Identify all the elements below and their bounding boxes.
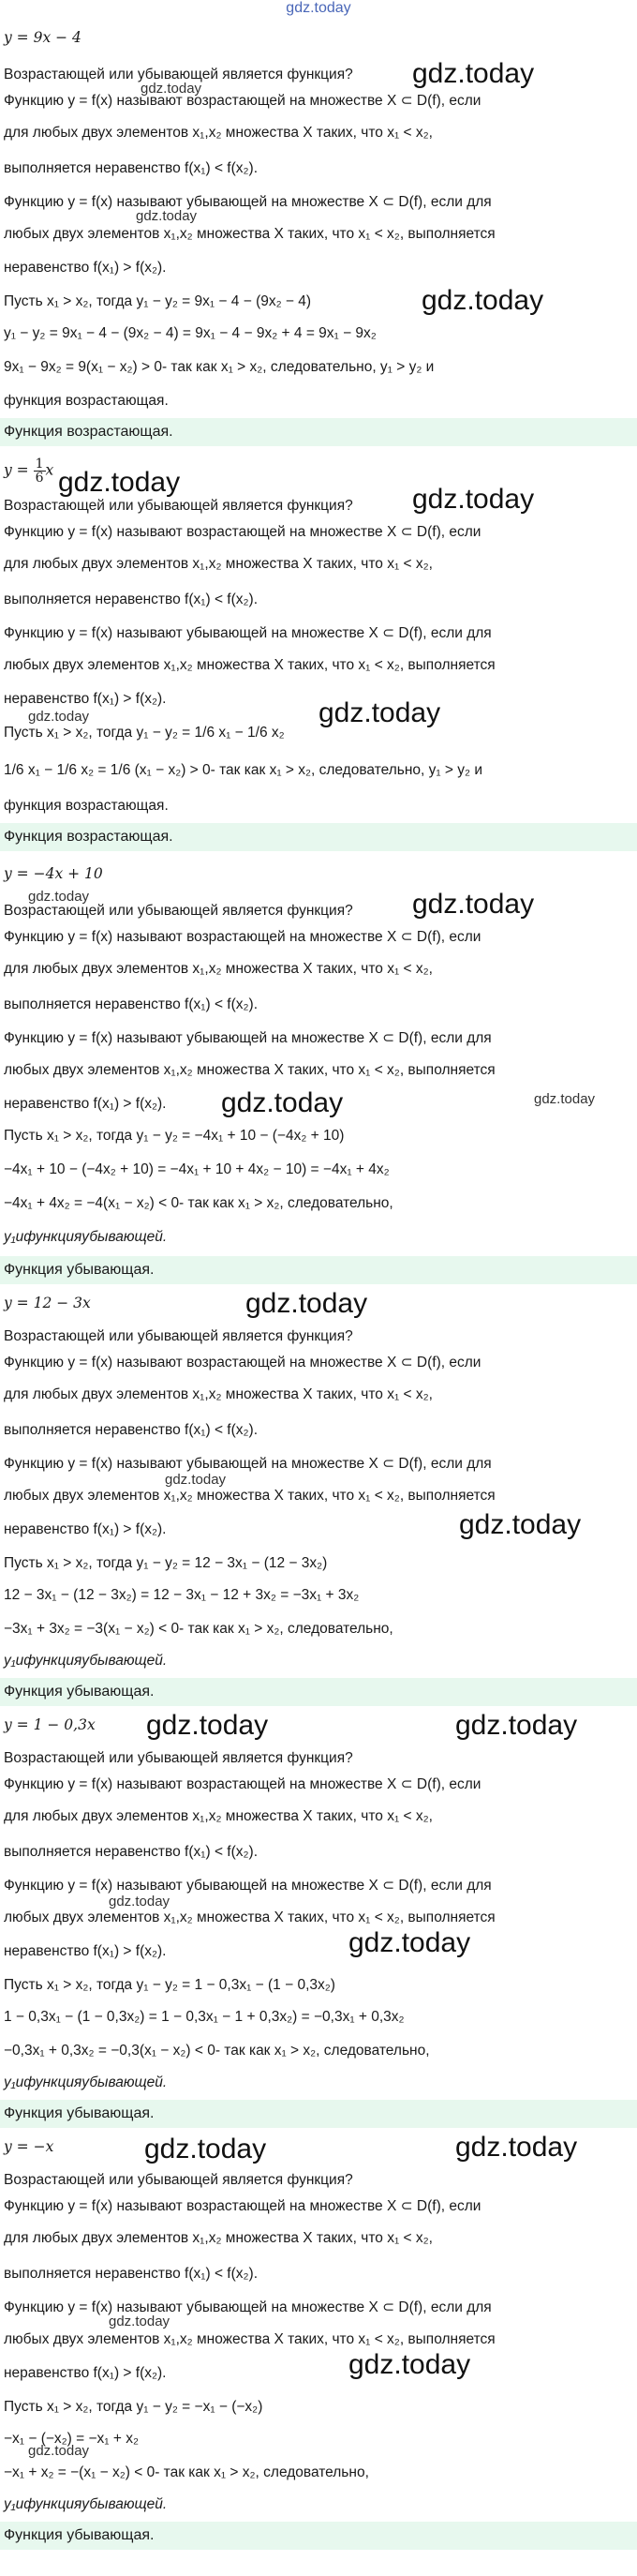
proof-line-4: y₁ифункцияубывающей.: [4, 2074, 168, 2090]
definition-increasing-line-1: Функцию y = f(x) называют возрастающей на множестве X ⊂ D(f), если: [4, 524, 481, 540]
watermark: gdz.today: [58, 467, 181, 498]
watermark: gdz.today: [28, 2443, 90, 2459]
definition-increasing-line-3: выполняется неравенство f(x₁) < f(x₂).: [4, 2266, 259, 2282]
task-formula: [4, 457, 53, 485]
watermark: gdz.today: [28, 889, 90, 905]
definition-decreasing-line-2: любых двух элементов x₁,x₂ множества X таких, что x₁ < x₂, выполняется: [4, 1910, 496, 1925]
definition-increasing-line-2: для любых двух элементов x₁,x₂ множества X таких, что x₁ < x₂,: [4, 556, 433, 572]
formula-text: y =: [4, 461, 34, 479]
proof-line-3: −4x₁ + 4x₂ = −4(x₁ − x₂) < 0- так как x₁ > x₂, следовательно,: [4, 1195, 393, 1211]
proof-line-1: Пусть x₁ > x₂, тогда y₁ − y₂ = 12 − 3x₁ − (12 − 3x₂): [4, 1555, 328, 1571]
proof-line-2: 1 − 0,3x₁ − (1 − 0,3x₂) = 1 − 0,3x₁ − 1 + 0,3x₂) = −0,3x₁ + 0,3x₂: [4, 2009, 405, 2025]
definition-increasing-line-3: выполняется неравенство f(x₁) < f(x₂).: [4, 592, 259, 607]
proof-line-2: y₁ − y₂ = 9x₁ − 4 − (9x₂ − 4) = 9x₁ − 4 − 9x₂ + 4 = 9x₁ − 9x₂: [4, 325, 377, 341]
proof-line-1: Пусть x₁ > x₂, тогда y₁ − y₂ = 9x₁ − 4 − (9x₂ − 4): [4, 293, 312, 309]
watermark: gdz.today: [455, 2132, 578, 2163]
definition-increasing-line-1: Функцию y = f(x) называют возрастающей на множестве X ⊂ D(f), если: [4, 2198, 481, 2214]
watermark: gdz.today: [422, 285, 544, 316]
watermark: gdz.today: [459, 1509, 582, 1540]
task-formula: y = 12 − 3x: [4, 1295, 91, 1311]
watermark: gdz.today: [165, 1472, 227, 1488]
definition-decreasing-line-2: любых двух элементов x₁,x₂ множества X таких, что x₁ < x₂, выполняется: [4, 226, 496, 242]
answer-box: Функция убывающая.: [0, 2522, 637, 2550]
definition-increasing-line-1: Функцию y = f(x) называют возрастающей на множестве X ⊂ D(f), если: [4, 93, 481, 109]
fraction: $\frac{1}{6}$: [35, 457, 44, 486]
task-formula: y = 9x − 4: [4, 29, 81, 46]
proof-line-2: 12 − 3x₁ − (12 − 3x₂) = 12 − 3x₁ − 12 + 3x₂ = −3x₁ + 3x₂: [4, 1587, 360, 1603]
definition-decreasing-line-3: неравенство f(x₁) > f(x₂).: [4, 1943, 167, 1959]
definition-increasing-line-2: для любых двух элементов x₁,x₂ множества X таких, что x₁ < x₂,: [4, 961, 433, 977]
proof-line-4: y₁ифункцияубывающей.: [4, 2496, 168, 2512]
definition-increasing-line-2: для любых двух элементов x₁,x₂ множества X таких, что x₁ < x₂,: [4, 1386, 433, 1402]
proof-line-3: функция возрастающая.: [4, 798, 169, 814]
definition-decreasing-line-1: Функцию y = f(x) называют убывающей на множестве X ⊂ D(f), если для: [4, 2299, 492, 2315]
answer-box: Функция возрастающая.: [0, 418, 637, 446]
definition-increasing-line-3: выполняется неравенство f(x₁) < f(x₂).: [4, 1844, 259, 1860]
proof-line-3: −x₁ + x₂ = −(x₁ − x₂) < 0- так как x₁ > x₂, следовательно,: [4, 2464, 369, 2480]
definition-decreasing-line-3: неравенство f(x₁) > f(x₂).: [4, 2365, 167, 2381]
answer-box: Функция убывающая.: [0, 1678, 637, 1706]
proof-line-1: Пусть x₁ > x₂, тогда y₁ − y₂ = −x₁ − (−x₂): [4, 2399, 263, 2415]
task-formula: y = 1 − 0,3x: [4, 1716, 96, 1733]
definition-decreasing-line-1: Функцию y = f(x) называют убывающей на множестве X ⊂ D(f), если для: [4, 1030, 492, 1046]
proof-line-4: y₁ифункцияубывающей.: [4, 1229, 168, 1245]
watermark: gdz.today: [534, 1091, 596, 1107]
proof-line-2: 1/6 x₁ − 1/6 x₂ = 1/6 (x₁ − x₂) > 0- так как x₁ > x₂, следовательно, y₁ > y₂ и: [4, 762, 483, 778]
definition-decreasing-line-2: любых двух элементов x₁,x₂ множества X таких, что x₁ < x₂, выполняется: [4, 1062, 496, 1078]
watermark: gdz.today: [348, 1927, 471, 1958]
proof-line-3: −0,3x₁ + 0,3x₂ = −0,3(x₁ − x₂) < 0- так как x₁ > x₂, следовательно,: [4, 2043, 430, 2059]
proof-line-4: y₁ифункцияубывающей.: [4, 1653, 168, 1669]
definition-decreasing-line-2: любых двух элементов x₁,x₂ множества X таких, что x₁ < x₂, выполняется: [4, 1488, 496, 1504]
proof-line-2: −4x₁ + 10 − (−4x₂ + 10) = −4x₁ + 10 + 4x₂ − 10) = −4x₁ + 4x₂: [4, 1161, 390, 1177]
definition-increasing-line-1: Функцию y = f(x) называют возрастающей на множестве X ⊂ D(f), если: [4, 1355, 481, 1370]
watermark: gdz.today: [109, 1894, 170, 1910]
definition-decreasing-line-1: Функцию y = f(x) называют убывающей на множестве X ⊂ D(f), если для: [4, 194, 492, 210]
question-text: Возрастающей или убывающей является функция?: [4, 1750, 353, 1766]
answer-box: Функция возрастающая.: [0, 823, 637, 851]
watermark: gdz.today: [412, 889, 535, 920]
proof-line-2: −x₁ − (−x₂) = −x₁ + x₂: [4, 2431, 139, 2447]
watermark: gdz.today: [109, 2314, 170, 2329]
proof-line-3: −3x₁ + 3x₂ = −3(x₁ − x₂) < 0- так как x₁ > x₂, следовательно,: [4, 1621, 393, 1637]
definition-increasing-line-1: Функцию y = f(x) называют возрастающей на множестве X ⊂ D(f), если: [4, 929, 481, 945]
definition-decreasing-line-3: неравенство f(x₁) > f(x₂).: [4, 1096, 167, 1112]
definition-decreasing-line-1: Функцию y = f(x) называют убывающей на множестве X ⊂ D(f), если для: [4, 1878, 492, 1894]
watermark: gdz.today: [412, 484, 535, 515]
proof-line-1: Пусть x₁ > x₂, тогда y₁ − y₂ = −4x₁ + 10 − (−4x₂ + 10): [4, 1128, 345, 1144]
definition-decreasing-line-3: неравенство f(x₁) > f(x₂).: [4, 260, 167, 276]
watermark: gdz.today: [28, 709, 90, 725]
watermark: gdz.today: [221, 1087, 344, 1118]
definition-increasing-line-1: Функцию y = f(x) называют возрастающей на множестве X ⊂ D(f), если: [4, 1776, 481, 1792]
question-text: Возрастающей или убывающей является функция?: [4, 498, 353, 514]
definition-increasing-line-3: выполняется неравенство f(x₁) < f(x₂).: [4, 996, 259, 1012]
site-logo[interactable]: gdz.today: [286, 0, 351, 16]
watermark: gdz.today: [136, 208, 198, 224]
watermark: gdz.today: [455, 1710, 578, 1741]
watermark: gdz.today: [141, 81, 202, 97]
definition-increasing-line-2: для любых двух элементов x₁,x₂ множества X таких, что x₁ < x₂,: [4, 1808, 433, 1824]
watermark: gdz.today: [144, 2134, 267, 2164]
definition-increasing-line-2: для любых двух элементов x₁,x₂ множества X таких, что x₁ < x₂,: [4, 125, 433, 141]
question-text: Возрастающей или убывающей является функция?: [4, 2172, 353, 2188]
definition-decreasing-line-2: любых двух элементов x₁,x₂ множества X таких, что x₁ < x₂, выполняется: [4, 657, 496, 673]
definition-decreasing-line-2: любых двух элементов x₁,x₂ множества X таких, что x₁ < x₂, выполняется: [4, 2331, 496, 2347]
proof-line-1: Пусть x₁ > x₂, тогда y₁ − y₂ = 1 − 0,3x₁ − (1 − 0,3x₂): [4, 1977, 335, 1993]
task-formula: y = −x: [4, 2138, 54, 2155]
question-text: Возрастающей или убывающей является функция?: [4, 903, 353, 919]
definition-increasing-line-2: для любых двух элементов x₁,x₂ множества X таких, что x₁ < x₂,: [4, 2230, 433, 2246]
proof-line-3: 9x₁ − 9x₂ = 9(x₁ − x₂) > 0- так как x₁ > x₂, следовательно, y₁ > y₂ и: [4, 359, 435, 375]
watermark: gdz.today: [348, 2349, 471, 2380]
watermark: gdz.today: [146, 1710, 269, 1741]
watermark: gdz.today: [412, 58, 535, 89]
question-text: Возрастающей или убывающей является функция?: [4, 1328, 353, 1344]
proof-line-1: Пусть x₁ > x₂, тогда y₁ − y₂ = 1/6 x₁ − 1/6 x₂: [4, 725, 285, 741]
question-text: Возрастающей или убывающей является функция?: [4, 67, 353, 82]
watermark: gdz.today: [318, 697, 441, 728]
definition-decreasing-line-1: Функцию y = f(x) называют убывающей на множестве X ⊂ D(f), если для: [4, 625, 492, 641]
task-formula: y = −4x + 10: [4, 865, 103, 882]
answer-box: Функция убывающая.: [0, 1256, 637, 1284]
definition-increasing-line-3: выполняется неравенство f(x₁) < f(x₂).: [4, 1422, 259, 1438]
answer-box: Функция убывающая.: [0, 2100, 637, 2128]
definition-decreasing-line-3: неравенство f(x₁) > f(x₂).: [4, 691, 167, 707]
proof-line-4: функция возрастающая.: [4, 393, 169, 409]
watermark: gdz.today: [245, 1288, 368, 1319]
definition-decreasing-line-1: Функцию y = f(x) называют убывающей на множестве X ⊂ D(f), если для: [4, 1456, 492, 1472]
formula-var: x: [45, 461, 54, 479]
definition-decreasing-line-3: неравенство f(x₁) > f(x₂).: [4, 1521, 167, 1537]
definition-increasing-line-3: выполняется неравенство f(x₁) < f(x₂).: [4, 160, 259, 176]
